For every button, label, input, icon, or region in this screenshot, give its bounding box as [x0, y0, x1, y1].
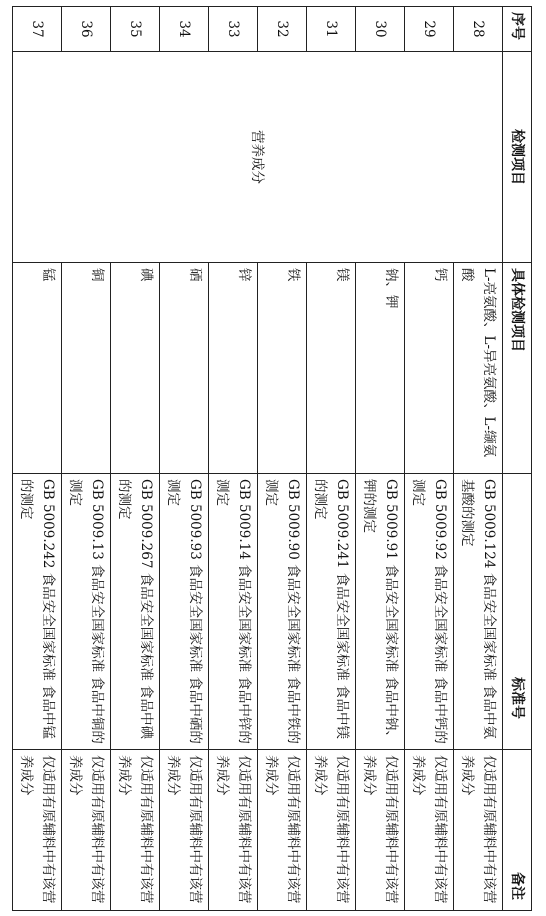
row-number: 30 — [356, 7, 405, 52]
row-number: 35 — [111, 7, 160, 52]
header-serial-number: 序号 — [503, 7, 532, 52]
specific-item-cell: 铜 — [62, 263, 111, 474]
specific-item-cell: 碘 — [111, 263, 160, 474]
standard-cell: GB 5009.90 食品安全国家标准 食品中铁的测定 — [258, 474, 307, 750]
remark-cell: 仅适用有原辅料中有该营养成分 — [209, 750, 258, 911]
standard-cell: GB 5009.241 食品安全国家标准 食品中镁的测定 — [307, 474, 356, 750]
standard-cell: GB 5009.267 食品安全国家标准 食品中碘的测定 — [111, 474, 160, 750]
row-number: 28 — [454, 7, 503, 52]
specific-item-cell: 镁 — [307, 263, 356, 474]
standard-cell: GB 5009.93 食品安全国家标准 食品中硒的测定 — [160, 474, 209, 750]
specific-item-cell: 硒 — [160, 263, 209, 474]
row-number: 34 — [160, 7, 209, 52]
standard-cell: GB 5009.124 食品安全国家标准 食品中氨基酸的测定 — [454, 474, 503, 750]
remark-cell: 仅适用有原辅料中有该营养成分 — [307, 750, 356, 911]
inspection-items-table — [12, 6, 532, 911]
row-number: 33 — [209, 7, 258, 52]
specific-item-cell: 钠、钾 — [356, 263, 405, 474]
table-header-row — [503, 7, 532, 911]
specific-item-cell: 铁 — [258, 263, 307, 474]
row-number: 31 — [307, 7, 356, 52]
standard-cell: GB 5009.91 食品安全国家标准 食品中钠、钾的测定 — [356, 474, 405, 750]
header-inspection-category: 检测项目 — [503, 52, 532, 263]
standard-cell: GB 5009.242 食品安全国家标准 食品中锰的测定 — [13, 474, 62, 750]
remark-cell: 仅适用有原辅料中有该营养成分 — [356, 750, 405, 911]
remark-cell: 仅适用有原辅料中有该营养成分 — [13, 750, 62, 911]
row-number: 37 — [13, 7, 62, 52]
row-number: 32 — [258, 7, 307, 52]
remark-cell: 仅适用有原辅料中有该营养成分 — [111, 750, 160, 911]
header-specific-item: 具体检测项目 — [503, 263, 532, 474]
table-row — [454, 7, 503, 911]
standard-cell: GB 5009.13 食品安全国家标准 食品中铜的测定 — [62, 474, 111, 750]
remark-cell: 仅适用有原辅料中有该营养成分 — [405, 750, 454, 911]
remark-cell: 仅适用有原辅料中有该营养成分 — [160, 750, 209, 911]
specific-item-cell: 锰 — [13, 263, 62, 474]
standard-cell: GB 5009.92 食品安全国家标准 食品中钙的测定 — [405, 474, 454, 750]
specific-item-cell: 钙 — [405, 263, 454, 474]
remark-cell: 仅适用有原辅料中有该营养成分 — [454, 750, 503, 911]
specific-item-cell: 锌 — [209, 263, 258, 474]
header-remarks: 备注 — [503, 750, 532, 911]
specific-item-cell: L-亮氨酸、L-异亮氨酸、L-缬氨酸 — [454, 263, 503, 474]
row-number: 29 — [405, 7, 454, 52]
standard-cell: GB 5009.14 食品安全国家标准 食品中锌的测定 — [209, 474, 258, 750]
category-cell: 营养成分 — [13, 52, 503, 263]
remark-cell: 仅适用有原辅料中有该营养成分 — [258, 750, 307, 911]
header-standard-number: 标准号 — [503, 474, 532, 750]
remark-cell: 仅适用有原辅料中有该营养成分 — [62, 750, 111, 911]
row-number: 36 — [62, 7, 111, 52]
